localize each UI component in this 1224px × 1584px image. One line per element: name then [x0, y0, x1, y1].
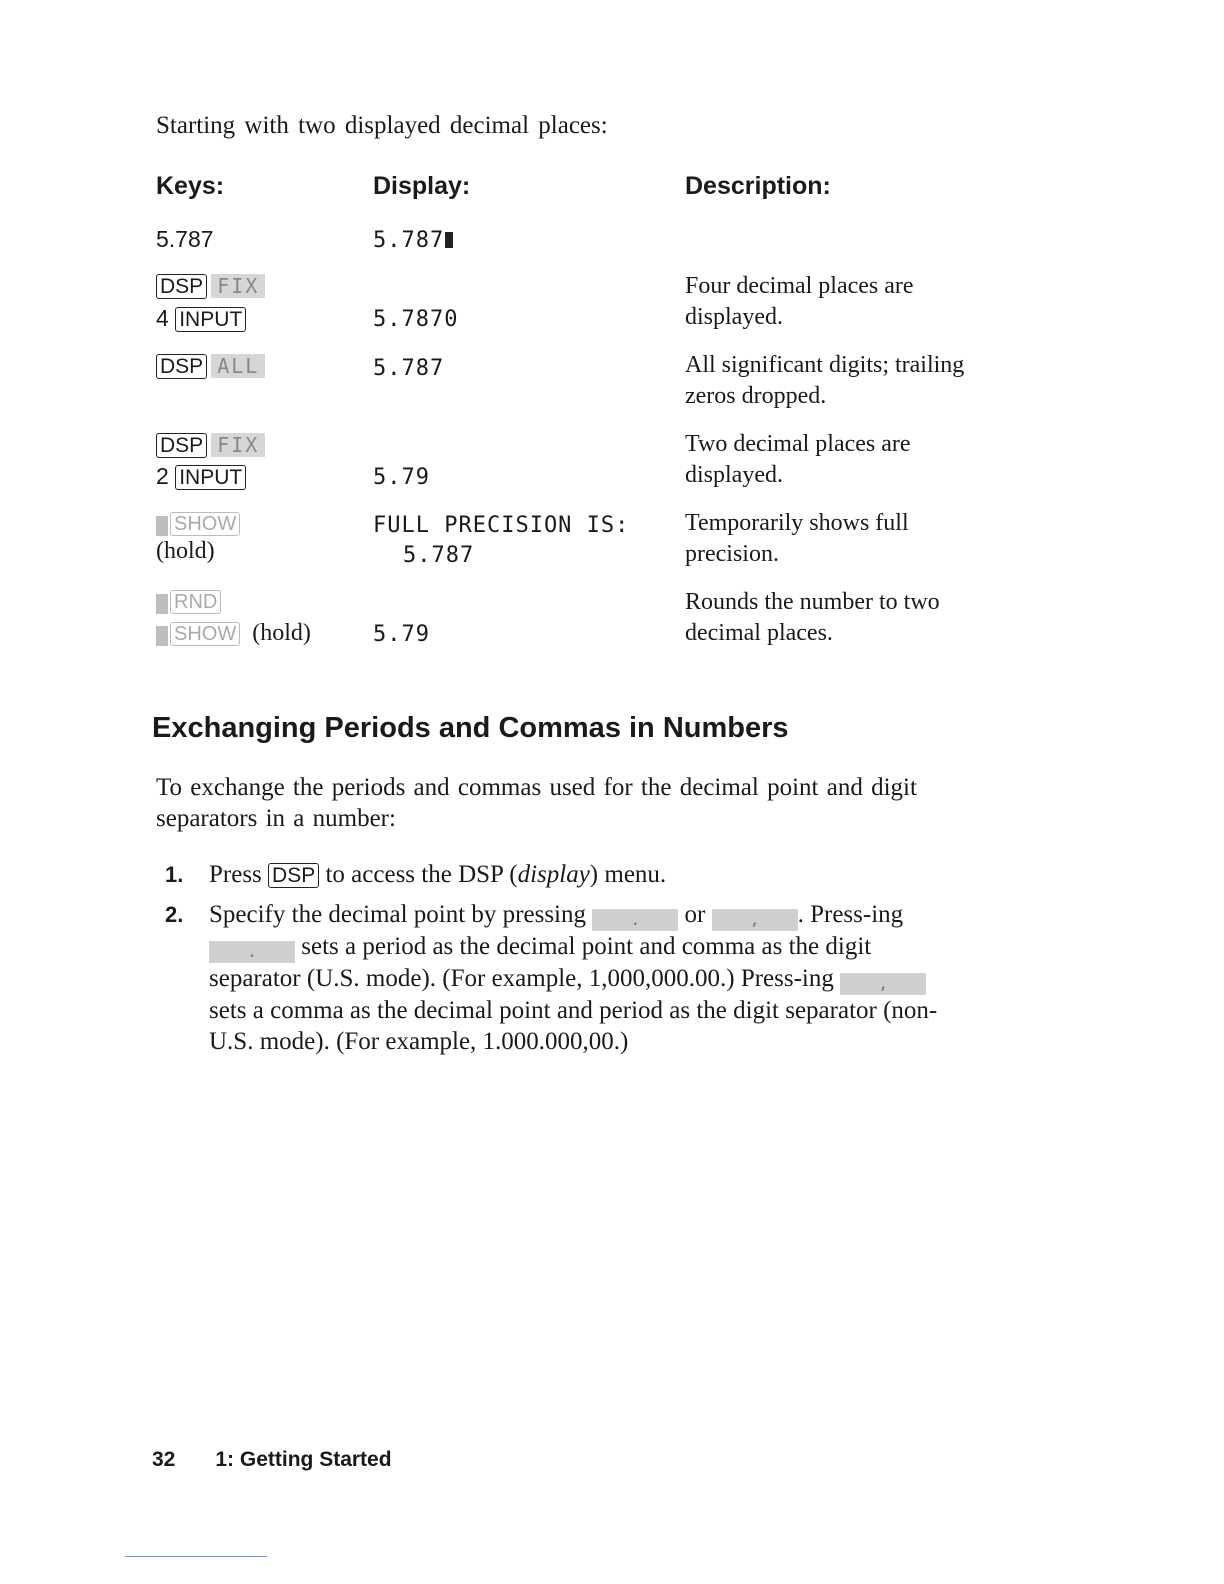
row5-description: Rounds the number to two decimal places.	[685, 589, 940, 646]
header-display: Display:	[373, 172, 471, 200]
row4-display-line1: FULL PRECISION IS:	[373, 513, 630, 538]
row4-hold: (hold)	[156, 538, 215, 564]
row5-keys-line2: SHOW (hold)	[156, 620, 311, 647]
row3-description: Two decimal places are displayed.	[685, 431, 911, 488]
row3-keys	[156, 433, 265, 458]
section-paragraph: To exchange the periods and commas used for the decimal point and digit separators in a number:	[156, 774, 917, 832]
row1-display: 5.7870	[373, 307, 459, 332]
row2-description: All significant digits; trailing zeros dropped.	[685, 352, 965, 409]
comma-menu-key: ,	[840, 973, 926, 995]
show-key: SHOW	[170, 512, 240, 536]
show-key: SHOW	[170, 622, 240, 646]
dsp-key: DSP	[268, 863, 319, 888]
row1-keys	[156, 274, 265, 299]
scan-edge-line	[125, 1556, 267, 1557]
fix-menu-key: FIX	[211, 433, 265, 457]
input-key: INPUT	[175, 465, 246, 490]
shift-key-icon	[156, 626, 168, 646]
shift-key-icon	[156, 516, 168, 536]
row1-description: Four decimal places are displayed.	[685, 273, 914, 330]
rnd-key: RND	[170, 590, 221, 614]
shift-key-icon	[156, 594, 168, 614]
page-number: 32	[152, 1448, 176, 1471]
step-2: 2. Specify the decimal point by pressing . or , . Press-ing . sets a period as the decimal point and comma as the digit separator (U.S. mode). (For example, 1,000,000.00.) Press-ing , sets a comma as the decimal point and period as the digit separator (non-U.S. mode). (For example, 1.000.000,00.)	[165, 901, 938, 1055]
row4-display-line2: 5.787	[403, 543, 475, 568]
dsp-key: DSP	[156, 433, 207, 458]
row2-keys	[156, 354, 265, 379]
display-cursor	[445, 232, 453, 248]
intro-text: Starting with two displayed decimal places:	[156, 112, 608, 139]
all-menu-key: ALL	[211, 354, 265, 378]
section-title: Exchanging Periods and Commas in Numbers	[152, 712, 789, 744]
row0-display: 5.787	[373, 228, 453, 253]
row2-display: 5.787	[373, 356, 445, 381]
input-key: INPUT	[175, 307, 246, 332]
page-footer	[152, 1448, 392, 1472]
dsp-key: DSP	[156, 354, 207, 379]
row1-keys-line2: 4 INPUT	[156, 305, 246, 332]
period-menu-key: .	[209, 941, 295, 963]
row3-keys-line2: 2 INPUT	[156, 463, 246, 490]
row3-display: 5.79	[373, 465, 430, 490]
comma-menu-key: ,	[712, 909, 798, 931]
row5-keys	[156, 590, 221, 614]
row4-keys	[156, 512, 240, 536]
header-description: Description:	[685, 172, 831, 200]
row0-keys: 5.787	[156, 226, 214, 252]
row4-description: Temporarily shows full precision.	[685, 510, 909, 567]
dsp-key: DSP	[156, 274, 207, 299]
header-keys: Keys:	[156, 172, 225, 200]
fix-menu-key: FIX	[211, 274, 265, 298]
chapter-title: 1: Getting Started	[215, 1448, 392, 1471]
period-menu-key: .	[592, 909, 678, 931]
step-1: 1. Press DSP to access the DSP (display) menu.	[165, 861, 667, 888]
row5-display: 5.79	[373, 622, 430, 647]
